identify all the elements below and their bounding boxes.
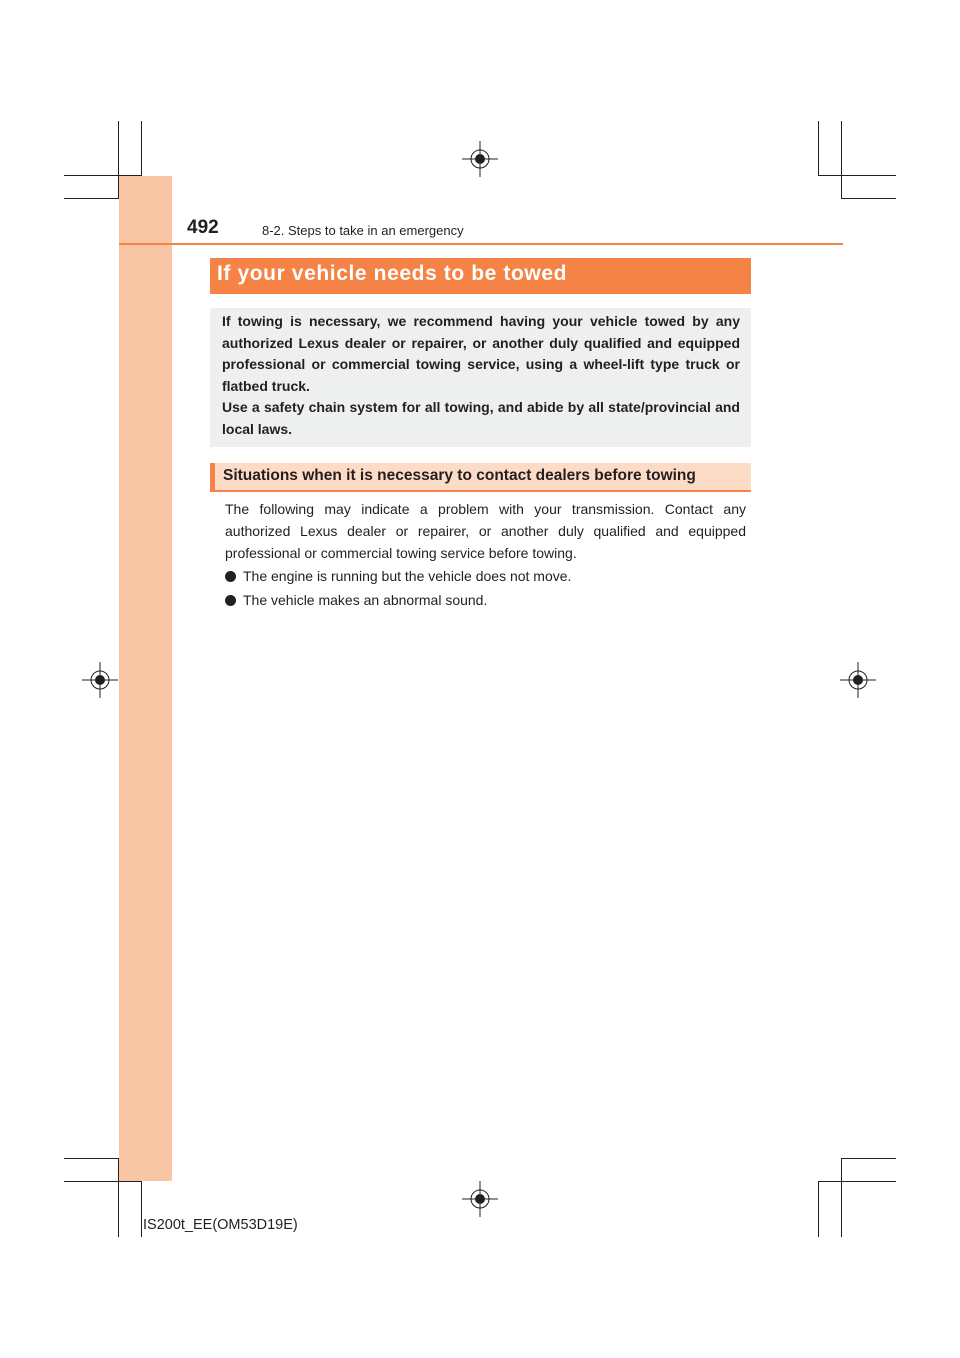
registration-mark-left-icon [82,662,118,698]
registration-mark-top-icon [462,141,498,177]
chapter-side-band [119,176,172,1181]
intro-paragraph: If towing is necessary, we recommend having your vehicle towed by any authorized Lexus dealer or repairer, or another duly qualified and equipped professional or commercial towing service, using a wheel-lift type truck or flatbed truck. [222,313,740,394]
page-title: If your vehicle needs to be towed [210,258,751,294]
header-divider [119,243,843,245]
section-reference: 8-2. Steps to take in an emergency [262,223,464,238]
bullet-text: The engine is running but the vehicle does not move. [243,568,572,584]
page-number: 492 [187,217,219,238]
bullet-item [225,566,571,586]
intro-box [210,308,751,447]
document-code: IS200t_EE(OM53D19E) [143,1217,298,1233]
bullet-icon [225,595,236,606]
bullet-item [225,590,487,610]
bullet-icon [225,571,236,582]
bullet-text: The vehicle makes an abnormal sound. [243,592,488,608]
registration-mark-bottom-icon [462,1181,498,1217]
section-heading: Situations when it is necessary to contact dealers before towing [210,463,751,492]
registration-mark-right-icon [840,662,876,698]
intro-paragraph: Use a safety chain system for all towing, and abide by all state/provincial and local laws. [222,399,740,437]
section-body: The following may indicate a problem with your transmission. Contact any authorized Lexus dealer or repairer, or another duly qualified and equipped professional or commercial towing service before towing. [225,501,746,561]
